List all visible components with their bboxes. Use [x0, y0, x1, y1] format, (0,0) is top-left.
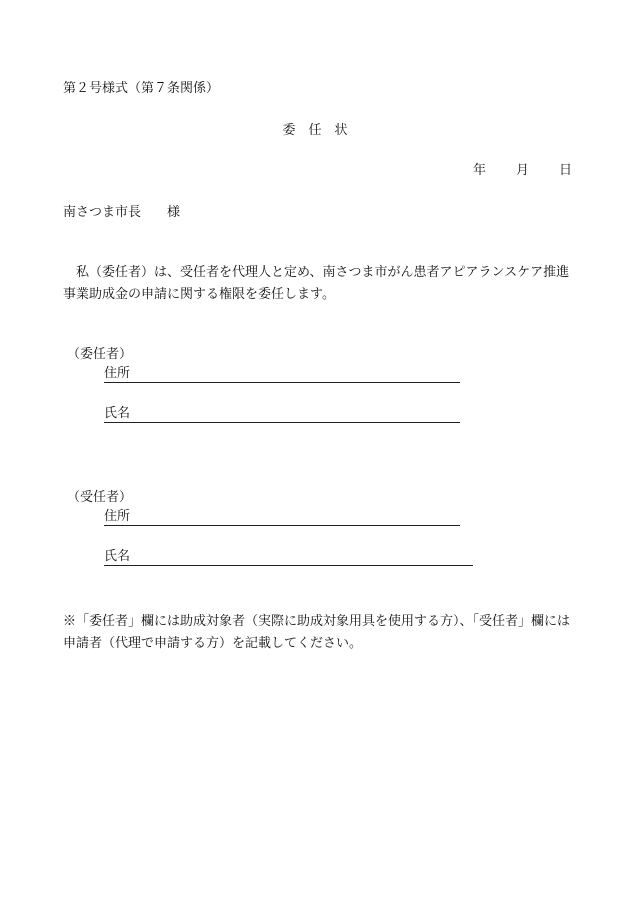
form-number: 第２号様式（第７条関係）	[63, 81, 220, 96]
delegator-name-label: 氏名	[104, 406, 131, 421]
addressee-honorific: 様	[167, 205, 181, 220]
delegate-name-field[interactable]	[104, 549, 473, 566]
delegator-label: （委任者）	[67, 347, 133, 362]
delegate-address-label: 住所	[104, 509, 131, 524]
delegator-name-field[interactable]	[104, 406, 460, 423]
delegate-address-field[interactable]	[104, 509, 460, 526]
document-title: 委任状	[282, 123, 361, 138]
addressee	[63, 205, 180, 221]
date-line	[473, 163, 572, 179]
delegator-address-field[interactable]	[104, 366, 460, 383]
addressee-name: 南さつま市長	[63, 205, 142, 220]
date-month: 月	[515, 163, 529, 178]
delegate-label: （受任者）	[67, 490, 133, 505]
body-text: 私（委任者）は、受任者を代理人と定め、南さつま市がん患者アピアランスケア推進事業助成金の申請に関する権限を委任します。	[63, 265, 570, 302]
note-text: ※「委任者」欄には助成対象者（実際に助成対象用具を使用する方）、「受任者」欄には申請者（代理で申請する方）を記載してください。	[63, 614, 571, 651]
delegator-address-label: 住所	[104, 366, 131, 381]
date-year: 年	[472, 163, 486, 178]
date-day: 日	[558, 163, 572, 178]
delegate-name-label: 氏名	[104, 549, 131, 564]
